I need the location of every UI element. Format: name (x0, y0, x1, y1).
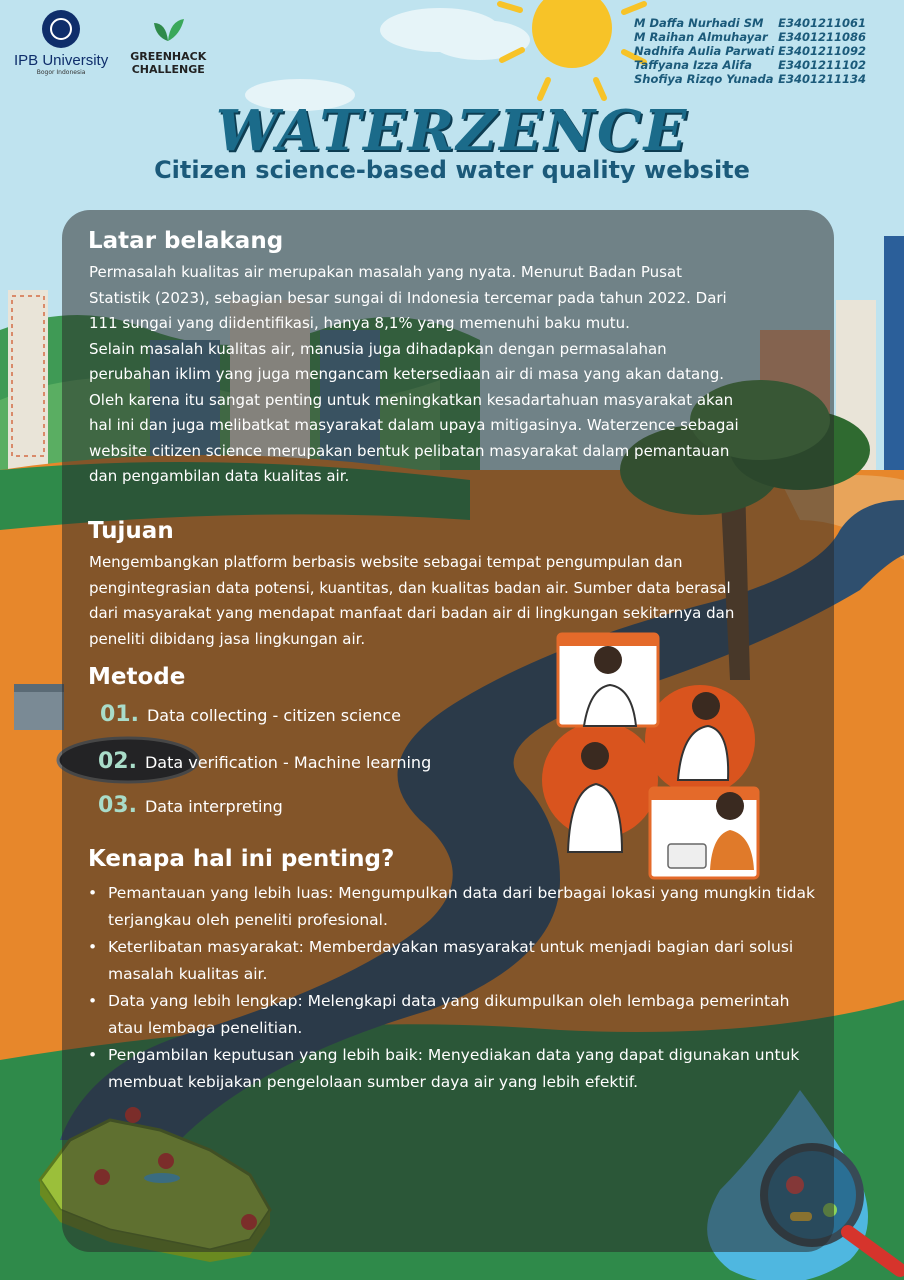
method-number: 02. (98, 749, 137, 774)
member-row (634, 58, 866, 72)
paragraph-line: website citizen science merupakan bentuk pelibatan masyarakat dalam pemantauan (89, 441, 730, 460)
member-name: M Daffa Nurhadi SM (634, 16, 764, 30)
ipb-seal-icon (42, 10, 80, 48)
member-id: E3401211086 (778, 30, 866, 44)
paragraph-line: dan pengambilan data kualitas air. (89, 467, 350, 485)
member-name: Taffyana Izza Alifa (634, 58, 752, 72)
method-heading: Metode (88, 664, 186, 690)
method-item (98, 749, 431, 774)
method-number: 01. (100, 702, 139, 727)
member-name: M Raihan Almuhayar (634, 30, 768, 44)
goal-heading: Tujuan (88, 518, 174, 544)
list-item-text: Data yang lebih lengkap: Melengkapi data yang dikumpulkan oleh lembaga pemerintah atau lembaga penelitian. (108, 992, 790, 1037)
list-item-text: Keterlibatan masyarakat: Memberdayakan masyarakat untuk menjadi bagian dari solusi masalah kualitas air. (108, 938, 794, 983)
member-name: Nadhifa Aulia Parwati (634, 44, 775, 58)
ipb-logo (14, 10, 108, 76)
paragraph-line: peneliti dibidang jasa lingkungan air. (89, 629, 366, 648)
member-id: E3401211092 (778, 44, 866, 58)
method-text: Data interpreting (144, 797, 283, 816)
member-name: Shofiya Rizqo Yunada (634, 72, 774, 86)
paragraph-line: pengintegrasian data potensi, kuantitas, dan kualitas badan air. Sumber data berasal (89, 578, 731, 597)
why-list (88, 880, 820, 1096)
member-id: E3401211061 (778, 16, 866, 30)
paragraph-line: hal ini dan juga melibatkat masyarakat dalam upaya mitigasinya. Waterzence sebagai (89, 416, 739, 434)
method-item (100, 702, 401, 727)
list-item (88, 934, 820, 987)
bullet-dot: • (88, 884, 98, 902)
member-id: E3401211102 (778, 58, 866, 72)
paragraph-line: Oleh karena itu sangat penting untuk meningkatkan kesadartahuan masyarakat akan (89, 390, 734, 409)
team-members (634, 16, 866, 86)
method-text: Data collecting - citizen science (146, 706, 401, 725)
header-logos (14, 10, 206, 76)
background-heading: Latar belakang (88, 228, 284, 254)
member-row (634, 44, 866, 58)
method-item (98, 793, 283, 818)
why-heading: Kenapa hal ini penting? (88, 846, 395, 872)
paragraph-line: Mengembangkan platform berbasis website sebagai tempat pengumpulan dan (89, 553, 683, 571)
bullet-dot: • (88, 938, 98, 956)
university-name: IPB University (14, 52, 109, 69)
method-number: 03. (98, 793, 137, 818)
university-sub: Bogor Indonesia (36, 69, 86, 76)
bullet-dot: • (88, 992, 98, 1010)
list-item (88, 880, 820, 933)
paragraph-line: Permasalah kualitas air merupakan masalah yang nyata. Menurut Badan Pusat (89, 263, 683, 281)
greenhack-logo (130, 17, 206, 76)
member-row (634, 30, 866, 44)
paragraph-line: 111 sungai yang diidentifikasi, hanya 8,1% yang memenuhi baku mutu. (89, 314, 630, 332)
list-item (88, 988, 820, 1041)
page-subtitle: Citizen science-based water quality website (154, 156, 750, 184)
member-row (634, 72, 866, 86)
paragraph-line: perubahan iklim yang juga mengancam ketersediaan air di masa yang akan datang. (89, 365, 724, 383)
page-title: WATERZENCE (215, 98, 689, 164)
bullet-dot: • (88, 1046, 98, 1064)
challenge-line1: GREENHACK (130, 50, 207, 63)
member-id: E3401211134 (778, 72, 866, 86)
list-item-text: Pemantauan yang lebih luas: Mengumpulkan data dari berbagai lokasi yang mungkin tidak terjangkau oleh peneliti profesional. (108, 884, 815, 929)
people-illustration (540, 630, 770, 880)
paragraph-line: Statistik (2023), sebagian besar sungai di Indonesia tercemar pada tahun 2022. Dari (89, 288, 727, 307)
background-paragraph (89, 260, 827, 490)
paragraph-line: dari masyarakat yang mendapat manfaat dari badan air di lingkungan sekitarnya dan (89, 604, 735, 622)
paragraph-line: Selain masalah kualitas air, manusia juga dihadapkan dengan permasalahan (89, 339, 667, 358)
member-row (634, 16, 866, 30)
challenge-line2: CHALLENGE (131, 63, 205, 76)
method-text: Data verification - Machine learning (144, 753, 432, 772)
list-item-text: Pengambilan keputusan yang lebih baik: Menyediakan data yang dapat digunakan untuk membuat kebijakan pengelolaan sumber daya air yang lebih efektif. (108, 1046, 800, 1091)
list-item (88, 1042, 820, 1095)
leaf-icon (148, 17, 188, 43)
